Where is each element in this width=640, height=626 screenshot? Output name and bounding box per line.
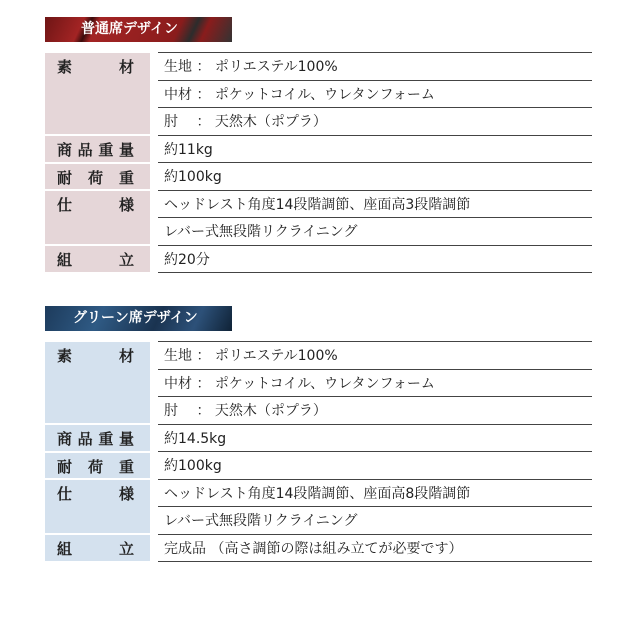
table-row [45,534,592,562]
table-row [45,190,592,218]
spacer [150,452,158,480]
row-value: ヘッドレスト角度14段階調節、座面高3段階調節 [158,190,592,218]
spacer [150,245,158,273]
section-standard-seat [45,17,592,274]
row-value: レバー式無段階リクライニング [158,218,592,246]
row-label: 耐荷重 [45,163,150,191]
row-value: 生地 ： ポリエステル100% [158,342,592,370]
row-label: 素材 [45,53,150,136]
row-label: 耐荷重 [45,452,150,480]
row-label: 組立 [45,245,150,273]
table-row [45,342,592,370]
row-value: 完成品 （高さ調節の際は組み立てが必要です） [158,534,592,562]
row-value: 約20分 [158,245,592,273]
table-row [45,53,592,81]
row-value: 生地 ： ポリエステル100% [158,53,592,81]
spacer [150,190,158,245]
row-value: レバー式無段階リクライニング [158,507,592,535]
table-row [45,163,592,191]
table-row [45,135,592,163]
row-value: 中材 ： ポケットコイル、ウレタンフォーム [158,80,592,108]
section-title: グリーン席デザイン [45,306,232,331]
table-row [45,424,592,452]
table-row [45,245,592,273]
spacer [150,53,158,136]
row-value: 肘 ： 天然木（ポプラ） [158,397,592,425]
row-value: 肘 ： 天然木（ポプラ） [158,108,592,136]
section-green-seat [45,306,592,563]
row-value: 約100kg [158,163,592,191]
row-value: 約11kg [158,135,592,163]
row-label: 素材 [45,342,150,425]
section-title: 普通席デザイン [45,17,232,42]
spacer [150,163,158,191]
spacer [150,135,158,163]
spacer [150,479,158,534]
table-row [45,479,592,507]
row-label: 商品重量 [45,135,150,163]
row-value: 約14.5kg [158,424,592,452]
row-label: 組立 [45,534,150,562]
row-value: 中材 ： ポケットコイル、ウレタンフォーム [158,369,592,397]
row-label: 仕様 [45,190,150,245]
row-value: ヘッドレスト角度14段階調節、座面高8段階調節 [158,479,592,507]
spec-table [45,341,592,563]
table-row [45,452,592,480]
row-label: 仕様 [45,479,150,534]
spacer [150,534,158,562]
row-value: 約100kg [158,452,592,480]
spacer [150,424,158,452]
spec-table [45,52,592,274]
row-label: 商品重量 [45,424,150,452]
spacer [150,342,158,425]
